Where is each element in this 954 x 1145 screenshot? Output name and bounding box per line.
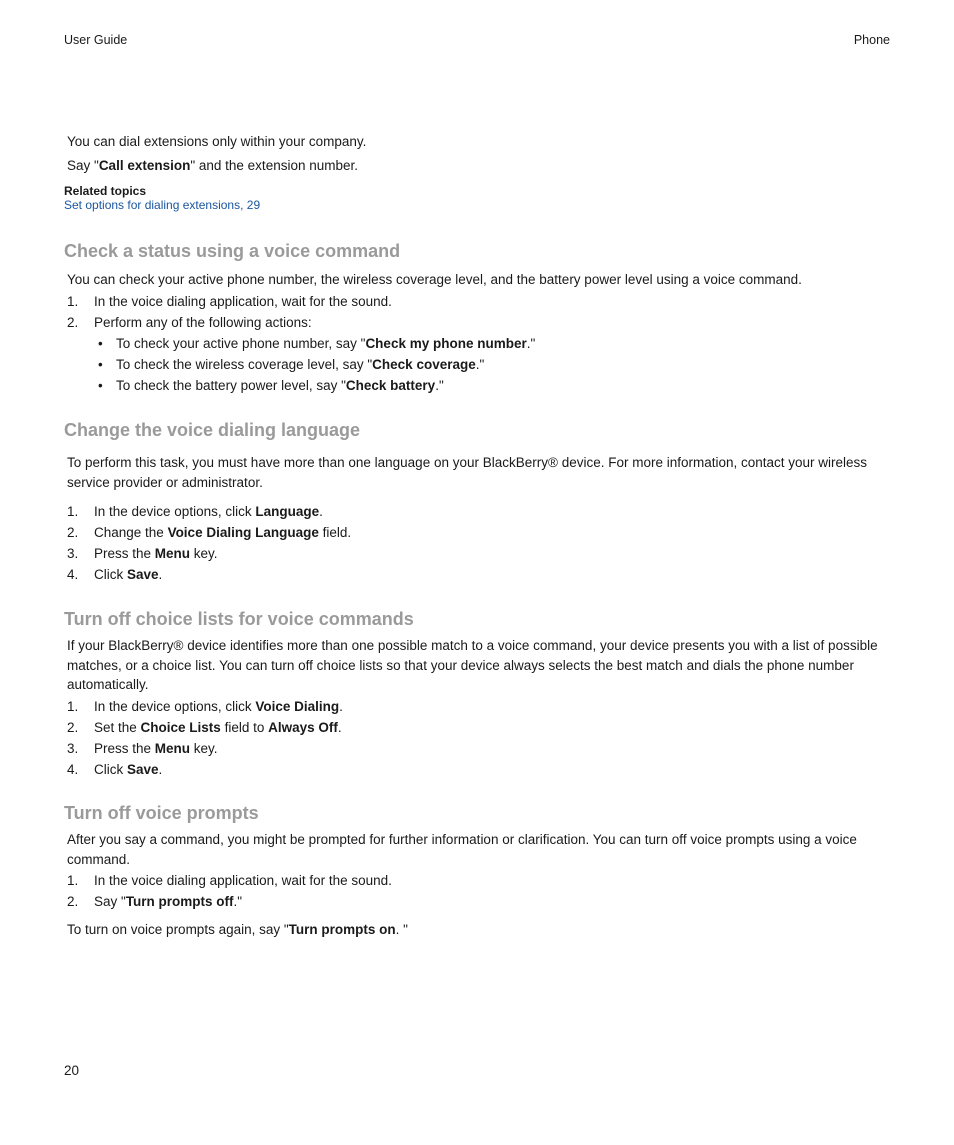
step: 2. Change the Voice Dialing Language field.: [67, 525, 352, 540]
steps-list: [64, 870, 890, 912]
note-text: To turn on voice prompts again, say "Turn prompts on. ": [67, 922, 408, 937]
action-list: [94, 333, 890, 396]
section-description: If your BlackBerry® device identifies more than one possible match to a voice command, your device presents you with a list of possible matches, or a choice list. You can turn off choice lists so that your device always selects the best match and dials the phone number automatically.: [67, 638, 878, 692]
steps-list: [64, 501, 890, 585]
action-item: • To check your active phone number, say "Check my phone number.": [98, 335, 536, 351]
section-description: You can check your active phone number, the wireless coverage level, and the battery power level using a voice command.: [67, 272, 802, 287]
section-choice-lists: [64, 636, 890, 780]
steps-list: [64, 291, 890, 396]
voice-command: Call extension: [98, 157, 191, 173]
intro-text: You can dial extensions only within your company.: [67, 134, 367, 149]
running-header-section: Phone: [853, 33, 890, 47]
section-description: After you say a command, you might be prompted for further information or clarification. You can turn off voice prompts using a voice command.: [67, 832, 857, 867]
section-heading-choice-lists: Turn off choice lists for voice commands: [64, 609, 414, 629]
action-item: • To check the wireless coverage level, say "Check coverage.": [98, 356, 485, 372]
section-heading-voice-prompts: Turn off voice prompts: [64, 803, 259, 823]
step: 1. In the voice dialing application, wait for the sound.: [67, 873, 392, 888]
step: 1. In the voice dialing application, wait for the sound.: [67, 293, 392, 309]
step: 2. Perform any of the following actions: • To check your active phone number, say "Check my phone number." • To check the wireless coverage level, say "Check coverage." • To check the battery power level, say "Check battery.": [64, 312, 890, 396]
section-heading-change-language: Change the voice dialing language: [64, 420, 361, 440]
step: 4. Click Save.: [67, 567, 163, 582]
section-voice-prompts: [64, 830, 890, 940]
step: 3. Press the Menu key.: [67, 546, 218, 561]
related-topics-label: Related topics: [64, 184, 147, 198]
steps-list: [64, 696, 890, 780]
section-description: To perform this task, you must have more than one language on your BlackBerry® device. For more information, contact your wireless service provider or administrator.: [67, 455, 868, 490]
step: 2. Set the Choice Lists field to Always Off.: [67, 719, 342, 735]
running-header-title: User Guide: [64, 33, 128, 47]
step: 1. In the device options, click Voice Dialing.: [67, 698, 343, 714]
intro-block: [64, 132, 890, 212]
section-heading-check-status: Check a status using a voice command: [64, 241, 401, 261]
action-item: • To check the battery power level, say "Check battery.": [98, 377, 444, 393]
step: 2. Say "Turn prompts off.": [67, 894, 243, 909]
intro-say-line: Say "Call extension" and the extension number.: [67, 157, 358, 173]
section-change-language: [64, 453, 890, 585]
step: 1. In the device options, click Language.: [67, 504, 323, 519]
step: 4. Click Save.: [67, 761, 163, 777]
related-topic-link[interactable]: Set options for dialing extensions, 29: [64, 198, 261, 212]
section-check-status: [64, 270, 890, 396]
page-number: 20: [64, 1063, 80, 1078]
step: 3. Press the Menu key.: [67, 740, 218, 756]
